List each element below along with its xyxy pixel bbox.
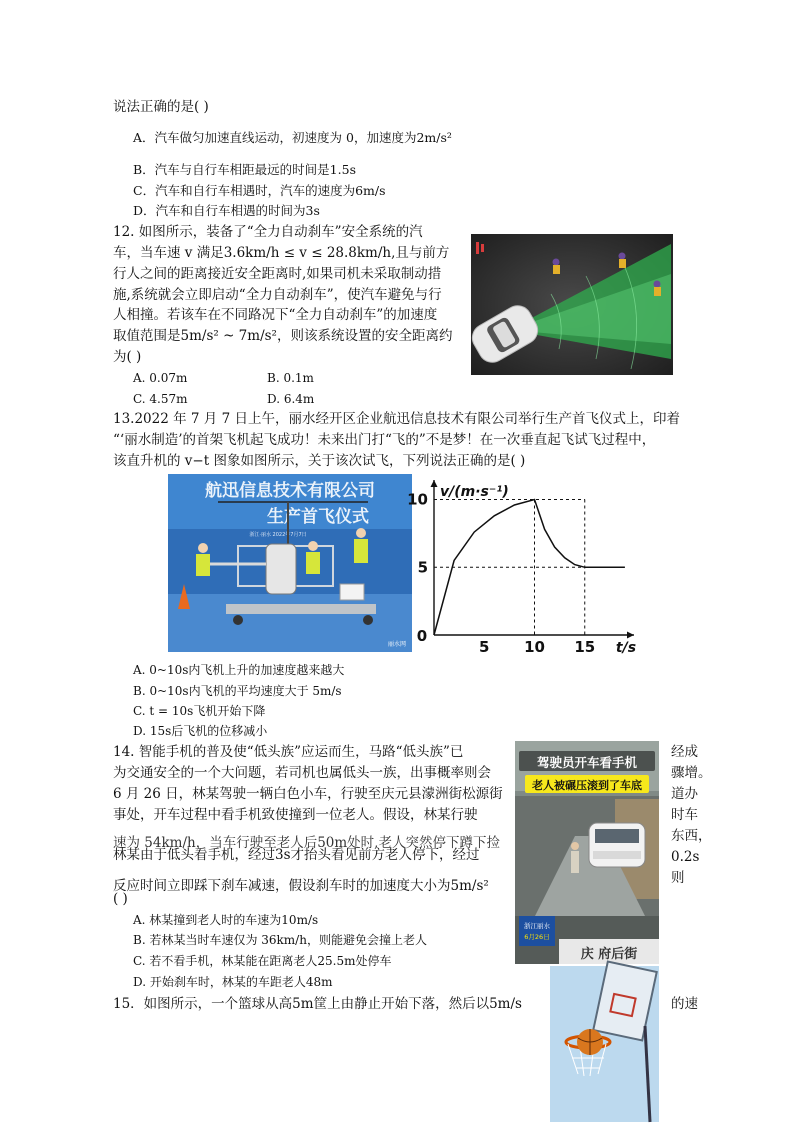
q11-option-a: A．汽车做匀加速直线运动，初速度为 0，加速度为2m/s² — [133, 130, 452, 145]
helicopter-photo — [168, 474, 412, 652]
origin-label: 0 — [416, 627, 428, 645]
q14-right-6: 0.2s — [671, 849, 700, 865]
basketball-photo — [550, 966, 659, 1122]
q13-option-a: A. 0~10s内飞机上升的加速度越来越大 — [133, 663, 345, 677]
q12-line-7: 为( ) — [113, 349, 142, 365]
q12-option-b: B. 0.1m — [267, 371, 314, 385]
q14-right-2: 骤增。 — [671, 765, 712, 781]
q12-option-a: A. 0.07m — [133, 371, 188, 385]
q12-option-d: D. 6.4m — [267, 392, 315, 406]
x-tick-label: 15 — [574, 638, 596, 656]
q14-right-3: 道办 — [671, 786, 698, 802]
y-axis-arrow — [431, 480, 438, 487]
q14-right-7: 则 — [671, 870, 685, 886]
q15-tail: 的速 — [671, 996, 698, 1012]
q12-line-6: 取值范围是5m/s² ~ 7m/s²，则该系统设置的安全距离约 — [113, 328, 453, 344]
q14-right-5: 东西， — [671, 828, 712, 844]
x-axis-arrow — [627, 632, 634, 639]
vt-graph — [407, 474, 644, 658]
x-tick-label: 5 — [479, 638, 490, 656]
vt-axes — [431, 480, 635, 639]
helicopter-photo-art — [168, 474, 412, 652]
photo-banner-line-2: 生产首飞仪式 — [267, 507, 369, 527]
photo-tag-line-2: 6月26日 — [524, 933, 550, 941]
photo-street-sign: 庆 府后街 — [580, 947, 638, 962]
photo-headline-1: 驾驶员开车看手机 — [536, 755, 638, 770]
q15-line: 15．如图所示，一个篮球从高5m筐上由静止开始下落，然后以5m/s — [113, 996, 522, 1012]
q12-line-1: 12. 如图所示，装备了“全力自动刹车”安全系统的汽 — [113, 224, 423, 240]
y-tick-label: 10 — [407, 490, 428, 509]
q13-line-3: 该直升机的 v−t 图象如图所示，关于该次试飞，下列说法正确的是( ) — [113, 453, 526, 469]
vt-tick-labels — [407, 484, 636, 656]
vt-curve — [434, 500, 625, 636]
q13-line-2: “‘丽水制造’的首架飞机起飞成功！未来出门打“飞的”不是梦！在一次垂直起飞试飞过程中， — [113, 432, 656, 448]
photo-caption: 浙江·丽水 2022年7月7日 — [249, 532, 307, 538]
q11-option-c: C．汽车和自行车相遇时，汽车的速度为6m/s — [133, 183, 386, 198]
driver-phone-photo-art — [515, 741, 659, 964]
q12-line-5: 人相撞。若该车在不同路况下“全力自动刹车”的加速度 — [113, 307, 438, 323]
q14-line-3: 6 月 26 日，林某驾驶一辆白色小车，行驶至庆元县濛洲街松源街 — [113, 786, 503, 802]
basketball-hoop-art — [550, 966, 659, 1122]
q14-option-a: A. 林某撞到老人时的车速为10m/s — [133, 913, 319, 927]
q12-line-4: 施,系统就会立即启动“全力自动刹车”，使汽车避免与行 — [113, 287, 442, 303]
q12-line-2: 车，当车速 v 满足3.6km/h ≤ v ≤ 28.8km/h,且与前方 — [113, 245, 450, 261]
auto-brake-car-image — [471, 234, 673, 375]
q12-option-c: C. 4.57m — [133, 392, 188, 406]
q14-line-2: 为交通安全的一个大问题，若司机也属低头一族，出事概率则会 — [113, 765, 491, 781]
q14-option-c: C. 若不看手机，林某能在距离老人25.5m处停车 — [133, 954, 392, 968]
vt-guide-lines — [434, 500, 585, 635]
q14-line-1: 14. 智能手机的普及使“低头族”应运而生，马路“低头族”已 — [113, 744, 464, 760]
photo-banner-line-1: 航迅信息技术有限公司 — [205, 481, 375, 501]
q14-option-d: D. 开始刹车时，林某的车距老人48m — [133, 975, 333, 989]
photo-watermark: 丽水网 — [387, 641, 406, 648]
q11-option-d: D．汽车和自行车相遇的时间为3s — [133, 203, 320, 218]
q14-right-4: 时车 — [671, 807, 698, 823]
x-axis-label: t/s — [615, 640, 637, 656]
x-tick-label: 10 — [524, 638, 545, 656]
driver-phone-photo — [515, 741, 659, 964]
photo-tag-line-1: 浙江丽水 — [524, 922, 550, 930]
q14-right-1: 经成 — [671, 744, 698, 760]
q13-option-b: B. 0~10s内飞机的平均速度大于 5m/s — [133, 684, 342, 698]
q11-option-b: B．汽车与自行车相距最远的时间是1.5s — [133, 162, 356, 177]
q11-stem-tail: 说法正确的是( ) — [113, 99, 209, 115]
q13-option-d: D. 15s后飞机的位移减小 — [133, 724, 268, 738]
y-axis-label: v/(m·s⁻¹) — [440, 484, 509, 500]
q13-option-c: C. t = 10s飞机开始下降 — [133, 704, 266, 718]
y-tick-label: 5 — [417, 558, 428, 577]
q14-line-4: 事处，开车过程中看手机致使撞到一位老人。假设，林某行驶 — [113, 807, 478, 823]
car-radar-illustration — [471, 234, 673, 375]
photo-headline-2: 老人被碾压滚到了车底 — [532, 779, 642, 792]
q12-line-3: 行人之间的距离接近安全距离时,如果司机未采取制动措 — [113, 266, 442, 282]
q14-line-5: 速为 54km/h，当车行驶至老人后50m处时,老人突然停下蹲下捡 — [113, 835, 500, 851]
q14-option-b: B. 若林某当时车速仅为 36km/h，则能避免会撞上老人 — [133, 933, 427, 947]
q14-line-6: 林某由于低头看手机，经过3s才抬头看见前方老人停下，经过 — [113, 847, 480, 863]
q13-line-1: 13.2022 年 7 月 7 日上午，丽水经开区企业航迅信息技术有限公司举行生产首飞仪式上，印着 — [113, 411, 680, 427]
q14-line-8: ( ) — [113, 891, 128, 907]
q14-line-7: 反应时间立即踩下刹车减速，假设刹车时的加速度大小为5m/s² — [113, 878, 489, 894]
